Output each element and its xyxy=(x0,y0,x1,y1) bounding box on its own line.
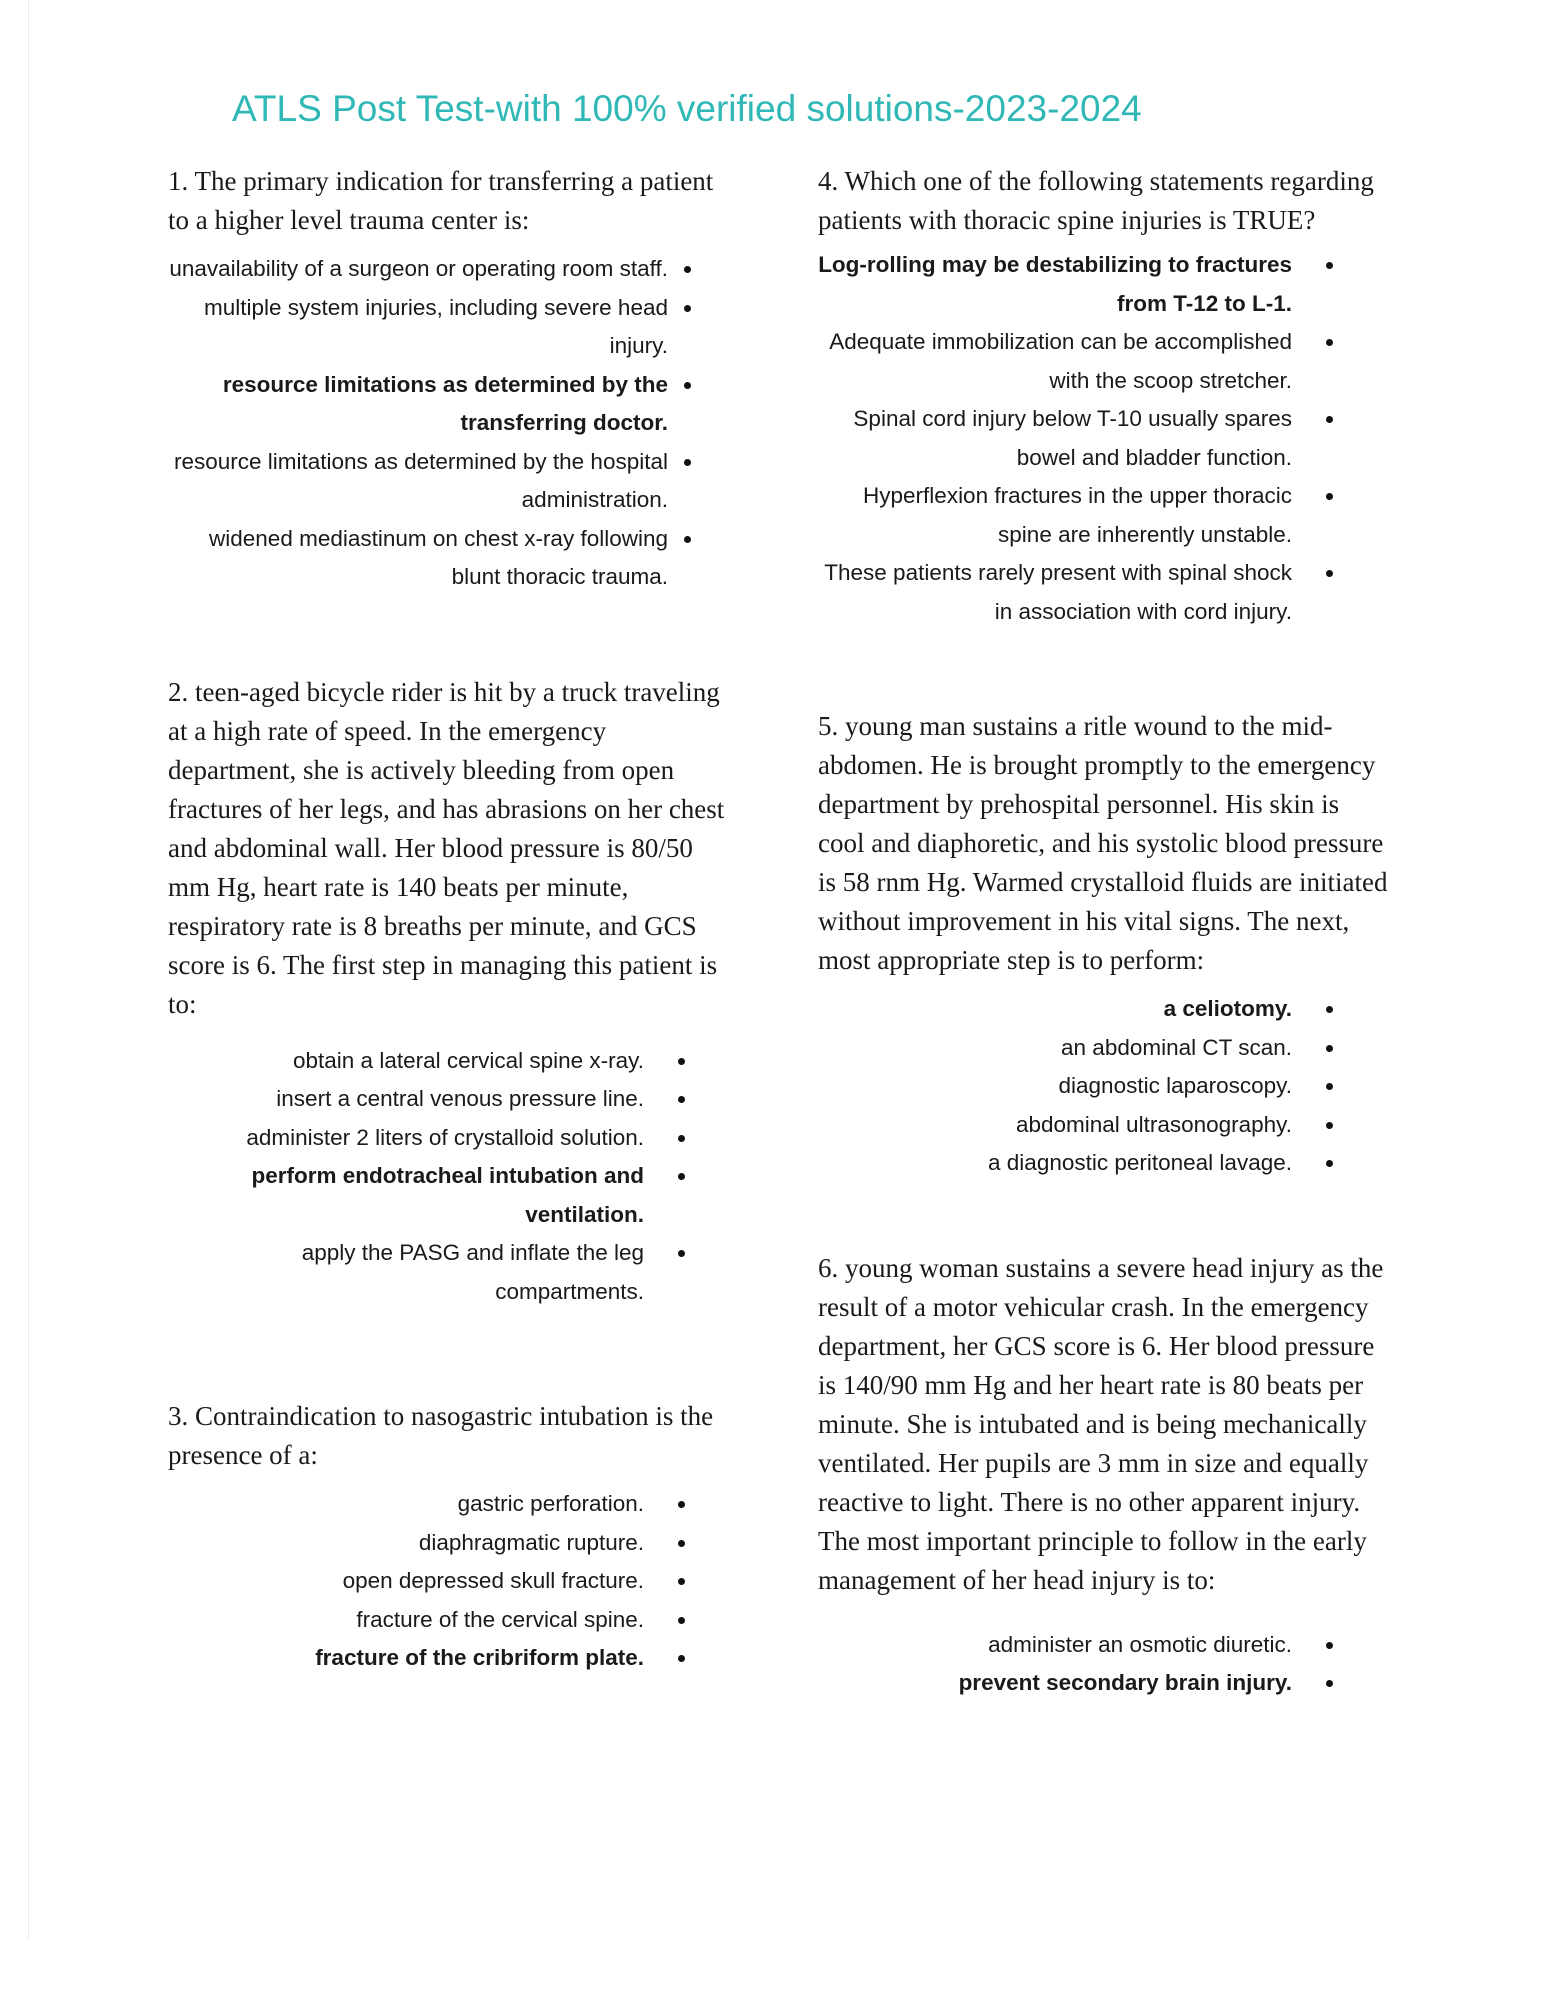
question-3-options xyxy=(168,1485,738,1678)
answer-option xyxy=(168,443,738,520)
bullet-icon xyxy=(678,1617,685,1624)
answer-option-correct xyxy=(818,990,1388,1029)
answer-option-text: Spinal cord injury below T-10 usually spares bowel and bladder function. xyxy=(853,406,1292,470)
answer-option xyxy=(818,554,1388,631)
answer-option-text: prevent secondary brain injury. xyxy=(958,1670,1292,1695)
answer-option-text: fracture of the cribriform plate. xyxy=(315,1645,644,1670)
answer-option-correct xyxy=(818,1664,1388,1703)
answer-option xyxy=(168,1524,738,1563)
bullet-icon xyxy=(1326,416,1333,423)
bullet-icon xyxy=(684,459,691,466)
answer-option xyxy=(168,1042,738,1081)
question-3-stem: 3. Contraindication to nasogastric intubation is the presence of a: xyxy=(168,1401,714,1470)
answer-option-text: perform endotracheal intubation and ventilation. xyxy=(251,1163,644,1227)
answer-option-text: insert a central venous pressure line. xyxy=(276,1086,644,1111)
answer-option xyxy=(818,1106,1388,1145)
question-5 xyxy=(818,707,1388,1183)
answer-option xyxy=(168,520,738,597)
answer-option-text: an abdominal CT scan. xyxy=(1061,1034,1292,1060)
bullet-icon xyxy=(1326,262,1333,269)
answer-option-text: gastric perforation. xyxy=(457,1491,644,1516)
bullet-icon xyxy=(684,305,691,312)
bullet-icon xyxy=(684,382,691,389)
answer-option-correct xyxy=(818,246,1388,323)
answer-option-text: Hyperflexion fractures in the upper thoracic spine are inherently unstable. xyxy=(863,483,1292,547)
bullet-icon xyxy=(678,1655,685,1662)
answer-option-text: a diagnostic peritoneal lavage. xyxy=(988,1150,1292,1175)
question-1-stem: 1. The primary indication for transferring a patient to a higher level trauma center is: xyxy=(168,166,714,235)
answer-option xyxy=(168,250,738,289)
answer-option-text: resource limitations as determined by the hospital administration. xyxy=(173,448,668,512)
document-title: ATLS Post Test-with 100% verified solutions-2023-2024 xyxy=(232,88,1142,129)
answer-option-text: diagnostic laparoscopy. xyxy=(1058,1073,1292,1098)
bullet-icon xyxy=(1326,1045,1333,1052)
bullet-icon xyxy=(1326,1122,1333,1129)
answer-option-correct xyxy=(168,1157,738,1234)
answer-option xyxy=(818,400,1388,477)
question-4 xyxy=(818,162,1388,631)
bullet-icon xyxy=(678,1058,685,1065)
question-1-options xyxy=(168,250,738,597)
question-6-options xyxy=(818,1626,1388,1703)
answer-option-correct xyxy=(168,1639,738,1678)
right-column xyxy=(818,162,1388,1757)
answer-option-correct xyxy=(168,366,738,443)
answer-option-text: widened mediastinum on chest x-ray following blunt thoracic trauma. xyxy=(209,525,668,589)
answer-option-text: administer an osmotic diuretic. xyxy=(988,1631,1292,1657)
answer-option xyxy=(818,323,1388,400)
bullet-icon xyxy=(678,1173,685,1180)
answer-option-text: apply the PASG and inflate the leg compartments. xyxy=(301,1240,644,1304)
answer-option xyxy=(168,1601,738,1640)
question-2 xyxy=(168,673,738,1312)
bullet-icon xyxy=(678,1540,685,1547)
bullet-icon xyxy=(678,1578,685,1585)
question-5-options xyxy=(818,990,1388,1183)
question-2-stem: 2. teen-aged bicycle rider is hit by a truck traveling at a high rate of speed. In the emergency department, she is actively bleeding from open fractures of her legs, and has abrasions on her chest and abdominal wall. Her blood pressure is 80/50 mm Hg, heart rate is 140 beats per minute, respiratory rate is 8 breaths per minute, and GCS score is 6. The first step in managing this patient is to: xyxy=(168,676,725,1019)
page-edge xyxy=(28,0,29,1940)
question-1 xyxy=(168,162,738,597)
answer-option-text: Log-rolling may be destabilizing to fractures from T-12 to L-1. xyxy=(818,252,1292,316)
bullet-icon xyxy=(1326,339,1333,346)
bullet-icon xyxy=(1326,1680,1333,1687)
question-2-options xyxy=(168,1042,738,1312)
answer-option-text: Adequate immobilization can be accomplished with the scoop stretcher. xyxy=(829,329,1292,393)
answer-option xyxy=(168,1562,738,1601)
bullet-icon xyxy=(684,536,691,543)
answer-option-text: abdominal ultrasonography. xyxy=(1015,1111,1292,1137)
bullet-icon xyxy=(678,1501,685,1508)
question-3 xyxy=(168,1397,738,1678)
bullet-icon xyxy=(1326,1083,1333,1090)
answer-option xyxy=(168,1485,738,1524)
bullet-icon xyxy=(1326,493,1333,500)
bullet-icon xyxy=(1326,1160,1333,1167)
answer-option-text: unavailability of a surgeon or operating room staff. xyxy=(169,256,668,281)
answer-option-text: These patients rarely present with spinal shock in association with cord injury. xyxy=(824,560,1292,624)
question-4-options xyxy=(818,246,1388,631)
bullet-icon xyxy=(684,266,691,273)
bullet-icon xyxy=(678,1135,685,1142)
answer-option xyxy=(818,1626,1388,1665)
answer-option-text: open depressed skull fracture. xyxy=(342,1568,644,1593)
question-5-stem: 5. young man sustains a ritle wound to the mid-abdomen. He is brought promptly to the emergency department by prehospital personnel. His skin is cool and diaphoretic, and his systolic blood pressure is 58 rnm Hg. Warmed crystalloid fluids are initiated without improvement in his vital signs. The next, most appropriate step is to perform: xyxy=(818,711,1388,975)
question-4-stem: 4. Which one of the following statements regarding patients with thoracic spine injuries is TRUE? xyxy=(818,166,1374,235)
bullet-icon xyxy=(1326,1642,1333,1649)
answer-option-text: diaphragmatic rupture. xyxy=(418,1529,644,1555)
answer-option xyxy=(168,289,738,366)
answer-option xyxy=(818,1067,1388,1106)
answer-option xyxy=(168,1080,738,1119)
answer-option-text: resource limitations as determined by the transferring doctor. xyxy=(222,371,668,435)
answer-option-text: administer 2 liters of crystalloid solution. xyxy=(246,1124,644,1150)
question-6 xyxy=(818,1249,1388,1703)
answer-option xyxy=(168,1119,738,1158)
bullet-icon xyxy=(1326,570,1333,577)
left-column xyxy=(168,162,738,1732)
bullet-icon xyxy=(678,1250,685,1257)
bullet-icon xyxy=(678,1096,685,1103)
answer-option-text: fracture of the cervical spine. xyxy=(356,1606,644,1632)
question-6-stem: 6. young woman sustains a severe head injury as the result of a motor vehicular crash. In the emergency department, her GCS score is 6. Her blood pressure is 140/90 mm Hg and her heart rate is 80 beats per minute. She is intubated and is being mechanically ventilated. Her pupils are 3 mm in size and equally reactive to light. There is no other apparent injury. The most important principle to follow in the early management of her head injury is to: xyxy=(818,1252,1384,1595)
answer-option xyxy=(818,1029,1388,1068)
answer-option xyxy=(818,477,1388,554)
bullet-icon xyxy=(1326,1006,1333,1013)
answer-option-text: obtain a lateral cervical spine x-ray. xyxy=(293,1047,644,1073)
answer-option xyxy=(168,1234,738,1311)
answer-option-text: multiple system injuries, including severe head injury. xyxy=(204,294,668,358)
answer-option-text: a celiotomy. xyxy=(1163,996,1292,1021)
answer-option xyxy=(818,1144,1388,1183)
